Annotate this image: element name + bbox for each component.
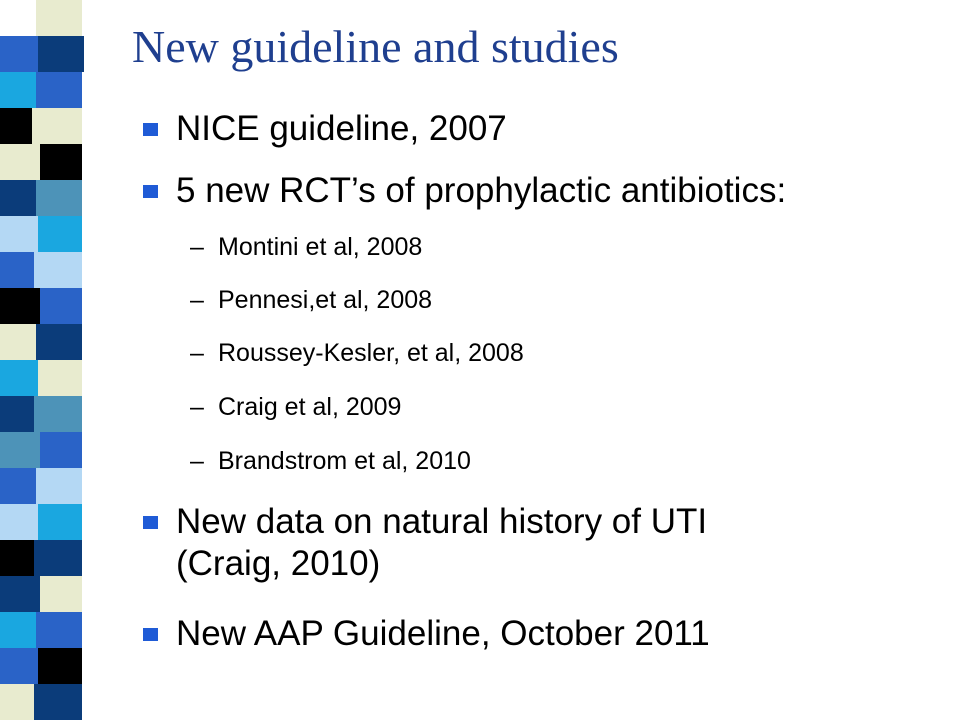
stripe-tile xyxy=(82,0,106,36)
stripe-tile xyxy=(84,36,106,72)
study-text: Brandstrom et al, 2010 xyxy=(218,447,471,475)
stripe-tile xyxy=(40,432,82,468)
square-bullet-icon xyxy=(143,185,158,198)
stripe-tile xyxy=(82,180,106,216)
study-craig xyxy=(190,392,401,422)
study-montini xyxy=(190,232,422,262)
stripe-tile xyxy=(82,576,106,612)
stripe-tile xyxy=(0,612,36,648)
stripe-tile xyxy=(0,468,36,504)
stripe-tile xyxy=(32,108,82,144)
study-roussey-kesler xyxy=(190,338,524,368)
study-text: Pennesi,et al, 2008 xyxy=(218,286,433,314)
stripe-tile xyxy=(82,324,106,360)
square-bullet-icon xyxy=(143,516,158,529)
study-text: Roussey-Kesler, et al, 2008 xyxy=(218,339,524,367)
stripe-tile xyxy=(82,252,106,288)
slide-title: New guideline and studies xyxy=(132,21,619,72)
stripe-tile xyxy=(0,360,38,396)
stripe-tile xyxy=(82,108,106,144)
stripe-tile xyxy=(0,540,34,576)
stripe-tile xyxy=(82,612,106,648)
bullet-text-line1: New data on natural history of UTI xyxy=(176,502,708,541)
stripe-tile xyxy=(82,684,106,720)
stripe-tile xyxy=(82,396,106,432)
dash-bullet: – xyxy=(190,286,204,314)
stripe-tile xyxy=(38,216,82,252)
bullet-text: 5 new RCT’s of prophylactic antibiotics: xyxy=(176,171,787,210)
stripe-tile xyxy=(82,216,106,252)
study-text: Montini et al, 2008 xyxy=(218,233,423,261)
stripe-tile xyxy=(38,36,84,72)
stripe-tile xyxy=(34,252,82,288)
stripe-tile xyxy=(36,468,82,504)
stripe-tile xyxy=(0,108,32,144)
stripe-tile xyxy=(0,324,36,360)
stripe-tile xyxy=(0,648,38,684)
stripe-tile xyxy=(0,36,38,72)
study-text: Craig et al, 2009 xyxy=(218,393,402,421)
stripe-tile xyxy=(36,612,82,648)
dash-bullet: – xyxy=(190,233,204,261)
square-bullet-icon xyxy=(143,628,158,641)
stripe-tile xyxy=(0,288,40,324)
bullet-text-line2: (Craig, 2010) xyxy=(176,544,381,583)
stripe-tile xyxy=(34,540,82,576)
study-pennesi xyxy=(190,285,432,315)
stripe-tile xyxy=(0,144,40,180)
decorative-stripe xyxy=(0,0,106,720)
stripe-tile xyxy=(82,72,106,108)
bullet-aap-guideline xyxy=(143,613,710,655)
bullet-text: New AAP Guideline, October 2011 xyxy=(176,614,710,653)
stripe-tile xyxy=(82,468,106,504)
stripe-tile xyxy=(0,432,40,468)
dash-bullet: – xyxy=(190,447,204,475)
stripe-tile xyxy=(40,144,82,180)
stripe-tile xyxy=(82,144,106,180)
stripe-tile xyxy=(82,540,106,576)
stripe-tile xyxy=(0,180,36,216)
bullet-natural-history xyxy=(143,501,707,585)
stripe-tile xyxy=(38,360,82,396)
stripe-tile xyxy=(0,72,36,108)
stripe-tile xyxy=(36,180,82,216)
dash-bullet: – xyxy=(190,393,204,421)
stripe-tile xyxy=(40,576,82,612)
stripe-tile xyxy=(0,216,38,252)
stripe-tile xyxy=(38,648,82,684)
stripe-tile xyxy=(82,432,106,468)
dash-bullet: – xyxy=(190,339,204,367)
bullet-text: NICE guideline, 2007 xyxy=(176,109,507,148)
stripe-tile xyxy=(0,396,34,432)
study-brandstrom xyxy=(190,446,471,476)
stripe-tile xyxy=(82,504,106,540)
stripe-tile xyxy=(34,396,82,432)
stripe-tile xyxy=(0,504,38,540)
stripe-tile xyxy=(0,0,36,36)
stripe-tile xyxy=(36,0,82,36)
stripe-tile xyxy=(0,684,34,720)
stripe-tile xyxy=(40,288,82,324)
bullet-nice-guideline xyxy=(143,108,507,150)
stripe-tile xyxy=(0,252,34,288)
stripe-tile xyxy=(82,648,106,684)
stripe-tile xyxy=(38,504,82,540)
stripe-tile xyxy=(36,72,82,108)
stripe-tile xyxy=(34,684,82,720)
stripe-tile xyxy=(36,324,82,360)
stripe-tile xyxy=(0,576,40,612)
bullet-new-rcts xyxy=(143,170,786,212)
stripe-tile xyxy=(82,288,106,324)
square-bullet-icon xyxy=(143,123,158,136)
stripe-tile xyxy=(82,360,106,396)
